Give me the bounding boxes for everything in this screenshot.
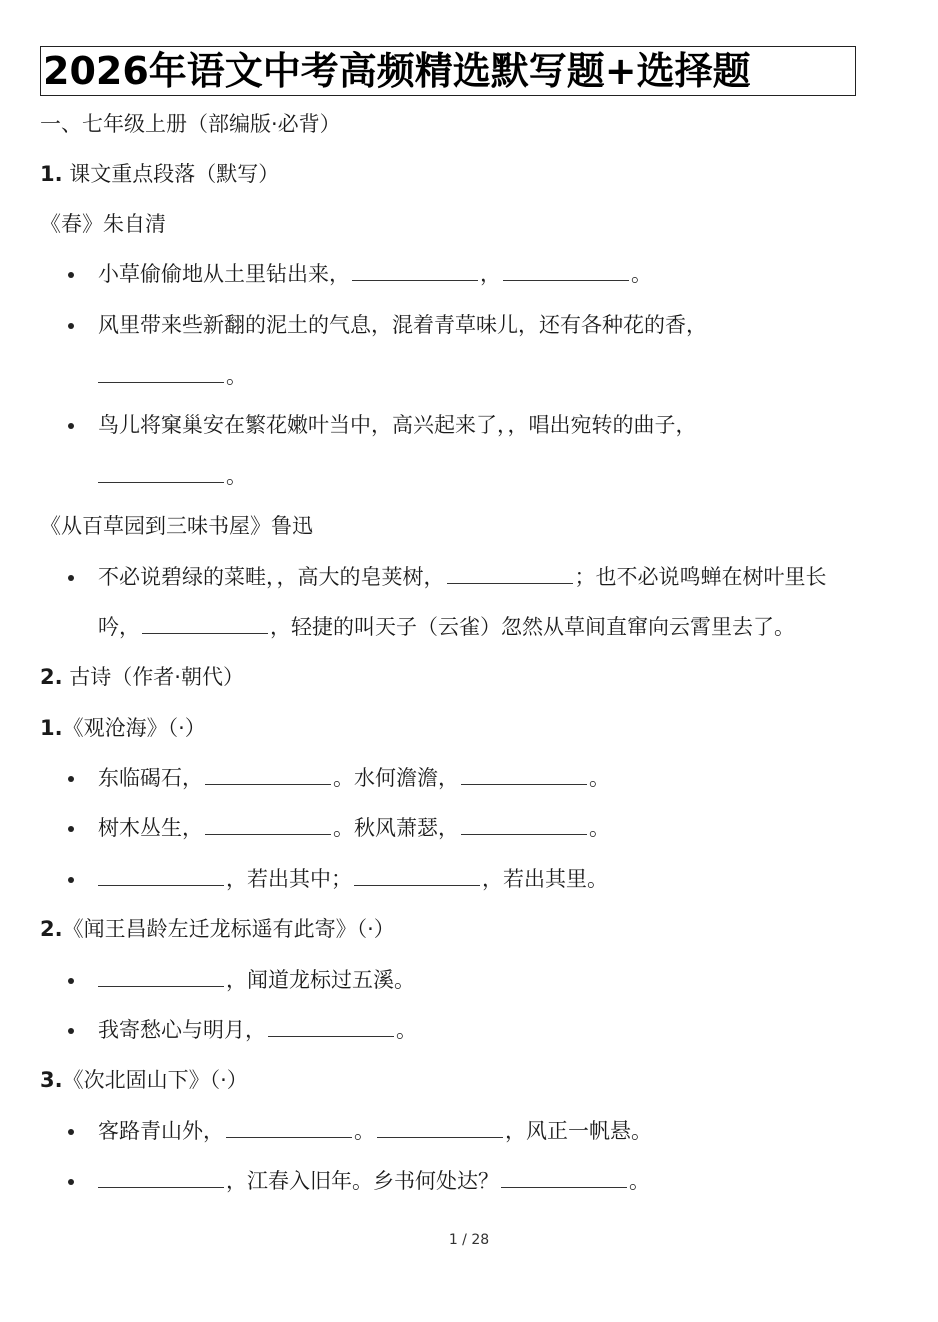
- list-item: [98, 311, 707, 339]
- item-text: 不必说碧绿的菜畦，，高大的皂荚树，: [98, 565, 445, 589]
- part-number: 1.: [40, 162, 63, 186]
- list-item: [98, 411, 697, 439]
- part-heading-1: [40, 160, 279, 188]
- item-text: ，: [480, 262, 501, 286]
- poem-number: 1.: [40, 716, 63, 740]
- list-item: [98, 966, 415, 994]
- item-text: 风里带来些新翻的泥土的气息，混着青草味儿，还有各种花的香，: [98, 313, 707, 337]
- poem-title: 《次北固山下》（·）: [62, 1068, 248, 1092]
- list-item: [98, 563, 827, 591]
- part-label: 古诗（作者·朝代）: [69, 665, 244, 689]
- answer-blank[interactable]: [98, 362, 224, 383]
- list-item-continuation: [98, 362, 247, 390]
- bullet-icon: [68, 575, 74, 581]
- bullet-icon: [68, 323, 74, 329]
- item-text: 客路青山外，: [98, 1119, 224, 1143]
- answer-blank[interactable]: [461, 764, 587, 785]
- list-item: [98, 814, 610, 842]
- item-text: 东临碣石，: [98, 766, 203, 790]
- text-title-chun: 《春》朱自清: [40, 212, 166, 236]
- list-item: [98, 260, 652, 288]
- item-text: 树木丛生，: [98, 816, 203, 840]
- bullet-icon: [68, 1179, 74, 1185]
- item-text: 。: [589, 766, 610, 790]
- item-text: 。秋风萧瑟，: [333, 816, 459, 840]
- answer-blank[interactable]: [377, 1117, 503, 1138]
- list-item: [98, 865, 608, 893]
- answer-blank[interactable]: [205, 814, 331, 835]
- answer-blank[interactable]: [461, 814, 587, 835]
- item-text: 。: [226, 464, 247, 488]
- poem-heading-3: [40, 1066, 248, 1094]
- item-text: 。: [396, 1018, 417, 1042]
- bullet-icon: [68, 1028, 74, 1034]
- item-text: 小草偷偷地从土里钻出来，: [98, 262, 350, 286]
- bullet-icon: [68, 423, 74, 429]
- answer-blank[interactable]: [354, 865, 480, 886]
- answer-blank[interactable]: [503, 260, 629, 281]
- item-text: 。: [354, 1119, 375, 1143]
- answer-blank[interactable]: [205, 764, 331, 785]
- item-text: 。: [589, 816, 610, 840]
- list-item: [98, 764, 610, 792]
- answer-blank[interactable]: [501, 1167, 627, 1188]
- item-text: 。: [631, 262, 652, 286]
- item-text: ，闻道龙标过五溪。: [226, 968, 415, 992]
- poem-title: 《观沧海》（·）: [62, 716, 206, 740]
- answer-blank[interactable]: [268, 1016, 394, 1037]
- list-item-continuation: [98, 462, 247, 490]
- answer-blank[interactable]: [98, 462, 224, 483]
- section-heading: 一、七年级上册（部编版·必背）: [40, 112, 341, 136]
- item-text: 鸟儿将窠巢安在繁花嫩叶当中，高兴起来了，，唱出宛转的曲子，: [98, 413, 697, 437]
- text-title-sanwei: 《从百草园到三味书屋》鲁迅: [40, 514, 313, 538]
- item-text: ，风正一帆悬。: [505, 1119, 652, 1143]
- bullet-icon: [68, 826, 74, 832]
- bullet-icon: [68, 877, 74, 883]
- page-title: 2026年语文中考高频精选默写题+选择题: [40, 46, 856, 96]
- list-item: [98, 1167, 650, 1195]
- item-text: 我寄愁心与明月，: [98, 1018, 266, 1042]
- answer-blank[interactable]: [352, 260, 478, 281]
- answer-blank[interactable]: [447, 563, 573, 584]
- bullet-icon: [68, 776, 74, 782]
- part-label: 课文重点段落（默写）: [69, 162, 280, 186]
- answer-blank[interactable]: [98, 966, 224, 987]
- bullet-icon: [68, 272, 74, 278]
- bullet-icon: [68, 1129, 74, 1135]
- item-text: ，轻捷的叫天子（云雀）忽然从草间直窜向云霄里去了。: [270, 615, 795, 639]
- poem-number: 3.: [40, 1068, 63, 1092]
- poem-heading-2: [40, 915, 395, 943]
- item-text: 。: [629, 1169, 650, 1193]
- item-text: ，若出其里。: [482, 867, 608, 891]
- part-heading-2: [40, 663, 244, 691]
- item-text: ，江春入旧年。乡书何处达？: [226, 1169, 499, 1193]
- poem-number: 2.: [40, 917, 63, 941]
- part-number: 2.: [40, 665, 63, 689]
- item-text: ；也不必说鸣蝉在树叶里长: [574, 565, 827, 589]
- item-text: 吟，: [98, 615, 140, 639]
- bullet-icon: [68, 978, 74, 984]
- answer-blank[interactable]: [226, 1117, 352, 1138]
- item-text: 。水何澹澹，: [333, 766, 459, 790]
- poem-title: 《闻王昌龄左迁龙标遥有此寄》（·）: [62, 917, 395, 941]
- list-item: [98, 1117, 652, 1145]
- poem-heading-1: [40, 714, 206, 742]
- list-item: [98, 1016, 417, 1044]
- answer-blank[interactable]: [98, 865, 224, 886]
- page-number: 1 / 28: [448, 1232, 490, 1248]
- item-text: 。: [226, 364, 247, 388]
- answer-blank[interactable]: [142, 613, 268, 634]
- answer-blank[interactable]: [98, 1167, 224, 1188]
- list-item-continuation: [98, 613, 795, 641]
- item-text: ，若出其中；: [226, 867, 352, 891]
